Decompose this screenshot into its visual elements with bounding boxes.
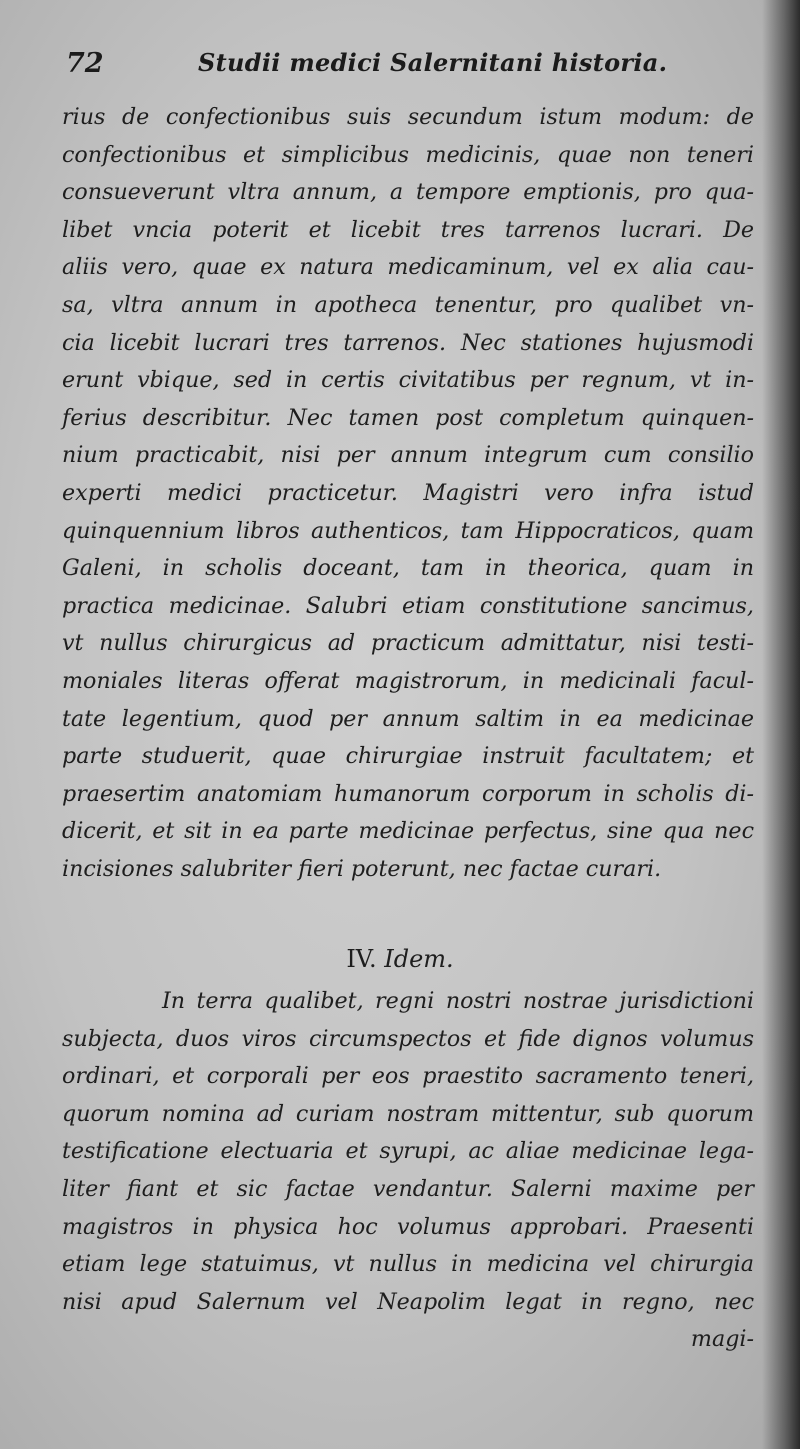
section-heading (0, 945, 800, 973)
catchword: magi- (690, 1326, 754, 1353)
text-line: quorum nomina ad curiam nostram mittentur, sub quorum (62, 1100, 754, 1127)
text-line: libet vncia poterit et licebit tres tarrenos lucrari. De (62, 216, 754, 243)
text-line: cia licebit lucrari tres tarrenos. Nec stationes hujusmodi (62, 329, 754, 356)
text-line: quinquennium libros authenticos, tam Hippocraticos, quam (62, 517, 754, 544)
text-line: Galeni, in scholis doceant, tam in theorica, quam in (62, 555, 754, 582)
text-line: nisi apud Salernum vel Neapolim legat in regno, nec (62, 1288, 754, 1315)
text-line: ordinari, et corporali per eos praestito sacramento teneri, (62, 1063, 754, 1090)
text-line: dicerit, et sit in ea parte medicinae perfectus, sine qua nec (62, 818, 754, 845)
text-line: aliis vero, quae ex natura medicaminum, vel ex alia cau- (62, 254, 754, 281)
text-line: sa, vltra annum in apotheca tenentur, pro qualibet vn- (62, 291, 754, 318)
text-line: erunt vbique, sed in certis civitatibus per regnum, vt in- (62, 367, 754, 394)
text-line: confectionibus et simplicibus medicinis, quae non teneri (62, 141, 754, 168)
text-line: experti medici practicetur. Magistri vero infra istud (62, 479, 754, 506)
running-title: Studii medici Salernitani historia. (198, 48, 668, 77)
text-line: parte studuerit, quae chirurgiae instruit facultatem; et (62, 743, 754, 770)
page-header (66, 48, 746, 92)
text-line: praesertim anatomiam humanorum corporum in scholis di- (62, 780, 754, 807)
text-line: vt nullus chirurgicus ad practicum admittatur, nisi testi- (62, 630, 754, 657)
page-number: 72 (66, 48, 104, 79)
text-line: ferius describitur. Nec tamen post completum quinquen- (62, 404, 754, 431)
text-block-2 (62, 983, 754, 1359)
text-line: In terra qualibet, regni nostri nostrae jurisdictioni (162, 988, 754, 1014)
text-line: subjecta, duos viros circumspectos et fide dignos volumus (62, 1025, 754, 1052)
section-numeral: IV. (346, 945, 377, 973)
text-line: moniales literas offerat magistrorum, in medicinali facul- (62, 667, 754, 694)
text-line: consueverunt vltra annum, a tempore emptionis, pro qua- (62, 179, 754, 206)
text-line: incisiones salubriter fieri poterunt, nec factae curari. (62, 855, 662, 882)
text-line: tate legentium, quod per annum saltim in ea medicinae (62, 705, 754, 732)
text-line: nium practicabit, nisi per annum integrum cum consilio (62, 442, 754, 469)
text-line: liter fiant et sic factae vendantur. Salerni maxime per (62, 1175, 754, 1202)
page-gutter-shadow (762, 0, 800, 1449)
section-title: Idem. (384, 945, 454, 973)
text-line: practica medicinae. Salubri etiam constitutione sancimus, (62, 592, 754, 619)
text-line: magistros in physica hoc volumus approbari. Praesenti (62, 1213, 754, 1240)
text-line: testificatione electuaria et syrupi, ac aliae medicinae lega- (62, 1138, 754, 1165)
text-line: rius de confectionibus suis secundum istum modum: de (62, 104, 754, 130)
text-block-1 (62, 99, 754, 888)
text-line: etiam lege statuimus, vt nullus in medicina vel chirurgia (62, 1251, 754, 1278)
